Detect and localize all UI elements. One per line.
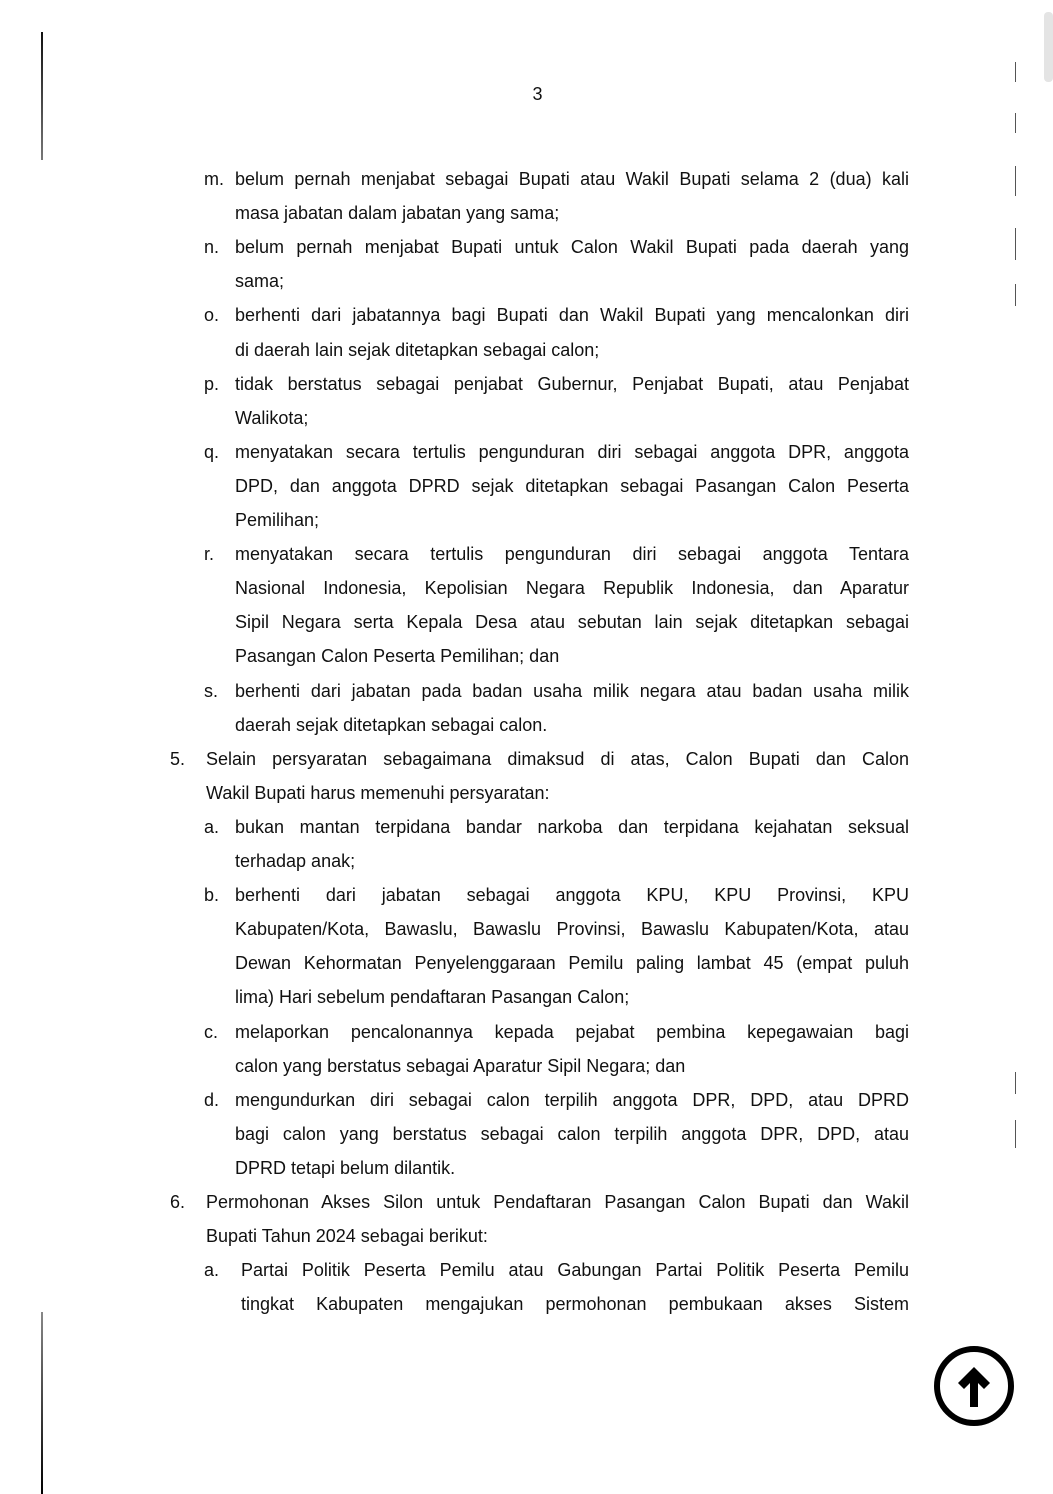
text-line: di daerah lain sejak ditetapkan sebagai calon;	[235, 339, 600, 360]
text-line: berhenti dari jabatannya bagi Bupati dan Wakil Bupati yang mencalonkan diri	[235, 305, 909, 326]
scan-mark	[1015, 228, 1016, 260]
text-line: Pasangan Calon Peserta Pemilihan; dan	[235, 646, 560, 667]
list-marker: a.	[204, 816, 220, 837]
text-line: bagi calon yang berstatus sebagai calon terpilih anggota DPR, DPD, atau	[235, 1123, 909, 1144]
text-line: daerah sejak ditetapkan sebagai calon.	[235, 714, 548, 735]
list-marker: q.	[204, 441, 220, 462]
text-line: Permohonan Akses Silon untuk Pendaftaran Pasangan Calon Bupati dan Wakil	[206, 1192, 909, 1212]
list-marker: o.	[204, 305, 220, 326]
text-line: lima) Hari sebelum pendaftaran Pasangan Calon;	[235, 987, 630, 1008]
text-line: DPRD tetapi belum dilantik.	[235, 1157, 456, 1178]
text-line: calon yang berstatus sebagai Aparatur Sipil Negara; dan	[235, 1055, 686, 1076]
scan-mark	[1015, 1120, 1016, 1148]
text-line: tingkat Kabupaten mengajukan permohonan pembukaan akses Sistem	[241, 1294, 909, 1315]
text-line: Walikota;	[235, 407, 309, 428]
scan-mark	[1015, 113, 1016, 133]
text-line: Partai Politik Peserta Pemilu atau Gabungan Partai Politik Peserta Pemilu	[241, 1260, 909, 1281]
text-line: masa jabatan dalam jabatan yang sama;	[235, 203, 560, 224]
scan-edge-bottom-left	[41, 1312, 43, 1494]
text-line: bukan mantan terpidana bandar narkoba dan terpidana kejahatan seksual	[235, 816, 909, 837]
list-marker: 6.	[170, 1192, 186, 1212]
text-line: belum pernah menjabat sebagai Bupati atau Wakil Bupati selama 2 (dua) kali	[235, 169, 909, 189]
list-marker: n.	[204, 237, 220, 258]
text-line: Selain persyaratan sebagaimana dimaksud di atas, Calon Bupati dan Calon	[206, 748, 909, 769]
list-marker: p.	[204, 373, 220, 394]
text-line: menyatakan secara tertulis pengunduran diri sebagai anggota Tentara	[235, 544, 909, 565]
page-number: 3	[532, 84, 543, 104]
text-line: terhadap anak;	[235, 851, 356, 871]
text-line: Kabupaten/Kota, Bawaslu, Bawaslu Provinsi, Bawaslu Kabupaten/Kota, atau	[235, 919, 909, 940]
text-line: Bupati Tahun 2024 sebagai berikut:	[206, 1226, 488, 1247]
text-line: DPD, dan anggota DPRD sejak ditetapkan sebagai Pasangan Calon Peserta	[235, 475, 909, 496]
list-marker: a.	[204, 1260, 220, 1281]
scan-mark	[1015, 62, 1016, 82]
list-marker: 5.	[170, 748, 186, 769]
scrollbar-thumb[interactable]	[1044, 12, 1053, 82]
text-line: mengundurkan diri sebagai calon terpilih anggota DPR, DPD, atau DPRD	[235, 1089, 909, 1110]
text-line: belum pernah menjabat Bupati untuk Calon Wakil Bupati pada daerah yang	[235, 237, 909, 258]
list-marker: m.	[204, 169, 224, 189]
back-to-top-button[interactable]	[934, 1346, 1014, 1426]
text-line: melaporkan pencalonannya kepada pejabat pembina kepegawaian bagi	[235, 1021, 909, 1042]
text-line: Pemilihan;	[235, 510, 320, 530]
list-marker: r.	[204, 544, 215, 565]
text-line: menyatakan secara tertulis pengunduran diri sebagai anggota DPR, anggota	[235, 441, 909, 462]
list-marker: b.	[204, 885, 220, 906]
list-marker: c.	[204, 1021, 219, 1042]
scan-mark	[1015, 166, 1016, 196]
text-line: sama;	[235, 271, 285, 292]
text-line: Sipil Negara serta Kepala Desa atau sebutan lain sejak ditetapkan sebagai	[235, 612, 909, 633]
text-line: berhenti dari jabatan sebagai anggota KPU, KPU Provinsi, KPU	[235, 885, 909, 906]
arrow-up-icon	[954, 1363, 994, 1409]
text-line: Wakil Bupati harus memenuhi persyaratan:	[206, 782, 550, 803]
list-marker: s.	[204, 680, 219, 701]
list-marker: d.	[204, 1089, 220, 1110]
text-line: berhenti dari jabatan pada badan usaha milik negara atau badan usaha milik	[235, 680, 909, 701]
text-line: tidak berstatus sebagai penjabat Gubernur, Penjabat Bupati, atau Penjabat	[235, 373, 909, 394]
text-line: Nasional Indonesia, Kepolisian Negara Republik Indonesia, dan Aparatur	[235, 578, 909, 599]
text-line: Dewan Kehormatan Penyelenggaraan Pemilu paling lambat 45 (empat puluh	[235, 953, 909, 974]
scan-mark	[1015, 284, 1016, 306]
scan-mark	[1015, 1072, 1016, 1094]
